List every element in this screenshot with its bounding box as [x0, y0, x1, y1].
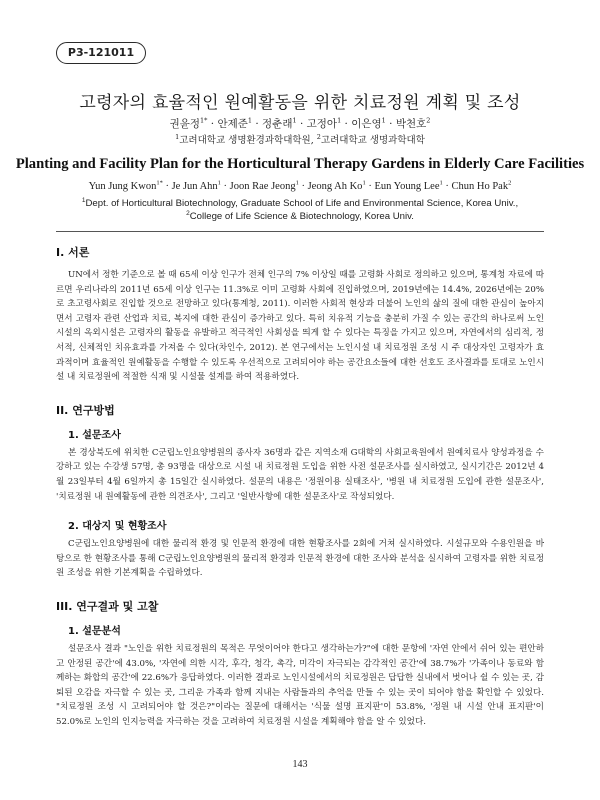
subsection-heading-survey: 1. 설문조사 [68, 429, 121, 441]
affiliation-text: Dept. of Horticultural Biotechnology, Graduate School of Life and Environmental Science, Korea Univ., [85, 198, 519, 209]
author-separator: · [385, 118, 396, 130]
section-heading-methods: II. 연구방법 [56, 403, 115, 417]
analysis-paragraph: 설문조사 결과 "노인을 위한 치료정원의 목적은 무엇이어야 한다고 생각하는가?"에 대한 문항에 '자연 안에서 쉬어 있는 편안하고 안정된 공간'에 43.0%, '자연에 의한 시각, 후각, 청각, 촉각, 미각이 자극되는 감각적인 공간'에 38.7%가 '가족이나 동료와 함께하는 화합의 공간'에 22.6%가 응답하였다. 이러한 결과로 노인시설에서의 치료정원은 답답한 실내에서 벗어나 쉴 수 있는 곳, 감퇴된 오감을 자극할 수 있는 곳, 그리운 가족과 함께 지내는 사람들과의 추억을 만들 수 있는 곳이 되어야 함을 확인할 수 있었다. "치료정원 조성 시 고려되어야 할 것은?"이라는 질문에 대해서는 '식물 설명 표지판'이 53.8%, '정원 내 시설 안내 표지판'이 52.0%로 노인의 인지능력을 자극하는 것을 고려하여 치료정원 시설을 계획해야 함을 알 수 있었다. [56, 643, 544, 727]
korean-author-affil-mark: 1 [381, 116, 386, 125]
section-heading-intro: I. 서론 [56, 246, 90, 259]
korean-author-name: 안제준 [217, 118, 248, 130]
authors-korean [0, 116, 600, 131]
affiliation-mark: 1 [175, 132, 180, 141]
author-separator: · [296, 118, 307, 130]
title-english: Planting and Facility Plan for the Horticultural Therapy Gardens in Elderly Care Facilities [15, 156, 585, 172]
author-separator: · [442, 181, 452, 192]
korean-author-name: 정춘래 [262, 118, 293, 130]
english-author-affil-mark: 1 [362, 179, 366, 187]
korean-author-name: 권윤정 [169, 118, 201, 130]
english-author-affil-mark: 2 [508, 179, 512, 187]
english-author-affil-mark: 1* [156, 179, 163, 187]
author-separator: · [341, 118, 352, 130]
affiliation-text: College of Life Science & Biotechnology, Korea Univ. [189, 211, 414, 222]
affiliation-text: 고려대학교 생명환경과학대학원 [179, 135, 311, 146]
author-separator: · [252, 118, 263, 130]
korean-author-affil-mark: 1 [247, 116, 253, 125]
site-paragraph: C군립노인요양병원에 대한 물리적 환경 및 인문적 환경에 대한 현황조사를 2회에 거쳐 실시하였다. 시설규모와 수용인원을 바탕으로 한 현황조사를 통해 C군립노인요양병원의 물리적 환경과 인문적 환경에 대한 조사와 분석을 실시하여 고령자를 위한 치료정원 조성을 위한 기본계획을 수립하였다. [56, 539, 544, 579]
affiliation-text: 고려대학교 생명과학대학 [320, 135, 425, 146]
authors-english [0, 181, 600, 192]
korean-author-affil-mark: 1 [337, 116, 342, 125]
korean-author-affil-mark: 1* [200, 116, 208, 125]
english-author-name: Yun Jung Kwon [88, 181, 157, 192]
subsection-heading-site: 2. 대상지 및 현황조사 [68, 521, 167, 533]
english-author-name: Eun Young Lee [374, 181, 440, 192]
english-author-affil-mark: 1 [217, 179, 221, 187]
author-separator: · [207, 118, 218, 130]
korean-author-name: 박천호 [395, 118, 427, 130]
korean-author-name: 고정아 [306, 118, 338, 130]
author-separator: · [298, 181, 308, 192]
header-divider [56, 231, 544, 232]
affiliation-korean: $^1$고려대학교 생명환경과학대학원, $^2$고려대학교 생명과학대학 [175, 132, 425, 146]
english-author-affil-mark: 1 [295, 179, 299, 187]
english-author-affil-mark: 1 [439, 179, 443, 187]
page-number: 143 [292, 759, 308, 770]
korean-author-name: 이은영 [351, 118, 382, 130]
paper-id-badge: P3-121011 [56, 42, 146, 64]
affiliation-mark: 2 [186, 209, 190, 217]
subsection-heading-analysis: 1. 설문분석 [68, 625, 121, 637]
title-korean: 고령자의 효율적인 원예활동을 위한 치료정원 계획 및 조성 [79, 93, 521, 113]
affiliation-english-2 [0, 211, 600, 222]
korean-author-affil-mark: 2 [426, 116, 431, 125]
author-separator: · [365, 181, 375, 192]
english-author-name: Je Jun Ahn [171, 181, 218, 192]
intro-paragraph: UN에서 정한 기준으로 볼 때 65세 이상 인구가 전체 인구의 7% 이상일 때를 고령화 사회로 정의하고 있으며, 통계청 자료에 따르면 우리나라의 2011년 65세 이상 인구는 11.3%로 이미 고령화 사회에 진입하였으며, 2019년에는 14.4%, 2026년에는 20%로 초고령사회로 진입할 것으로 전망하고 있다(통계청, 2011). 이러한 사회적 현상과 더불어 노인의 삶의 질에 대한 관심이 높아지면서 고령자 관련 산업과 치료, 복지에 대한 관심이 증가하고 있다. 특히 치유적 기능을 충분히 가질 수 있는 공간의 하나로써 노인시설의 옥외시설은 고령자의 활동을 유발하고 적극적인 사회성을 띄게 할 수 있다는 특징을 가지고 있으며, 자연에서의 심리적, 정서적, 신체적인 치유효과를 가져올 수 있다(차인수, 2012). 본 연구에서는 노인시설 내 치료정원 조성 시 주 대상자인 고령자가 효과적이며 효율적인 원예활동을 수행할 수 있도록 우선적으로 고려되어야 하는 공간요소들에 대한 선호도 조사결과를 토대로 노인시설 내 치료정원에 적절한 식재 및 시설물 설계를 하여 적용하였다. [56, 270, 544, 383]
survey-paragraph: 본 경상북도에 위치한 C군립노인요양병원의 종사자 36명과 같은 지역소재 G대학의 사회교육원에서 원예치료사 양성과정을 수강하고 있는 수강생 57명, 총 93명을 대상으로 시설 내 치료정원 도입을 위한 사전 설문조사를 실시하였고, 실시기간은 2012년 4월 23일부터 4월 6일까지 총 15일간 실시하였다. 설문의 내용은 '정원이용 실태조사', '병원 내 치료정원 도입에 관한 설문조사', '치료정원 내 원예활동에 관한 의견조사', 그리고 '일반사항에 대한 설문조사'로 작성되었다. [56, 447, 544, 502]
korean-author-affil-mark: 1 [292, 116, 297, 125]
section-heading-results: III. 연구결과 및 고찰 [56, 599, 159, 613]
english-author-name: Joon Rae Jeong [229, 181, 296, 192]
affiliation-mark: 1 [81, 196, 86, 204]
body-content [56, 244, 544, 729]
author-separator: · [220, 181, 230, 192]
english-author-name: Jeong Ah Ko [307, 181, 363, 192]
english-author-name: Chun Ho Pak [451, 181, 509, 192]
author-separator: · [162, 181, 172, 192]
affiliation-english-1 [0, 198, 600, 209]
affiliation-mark: 2 [316, 132, 321, 141]
